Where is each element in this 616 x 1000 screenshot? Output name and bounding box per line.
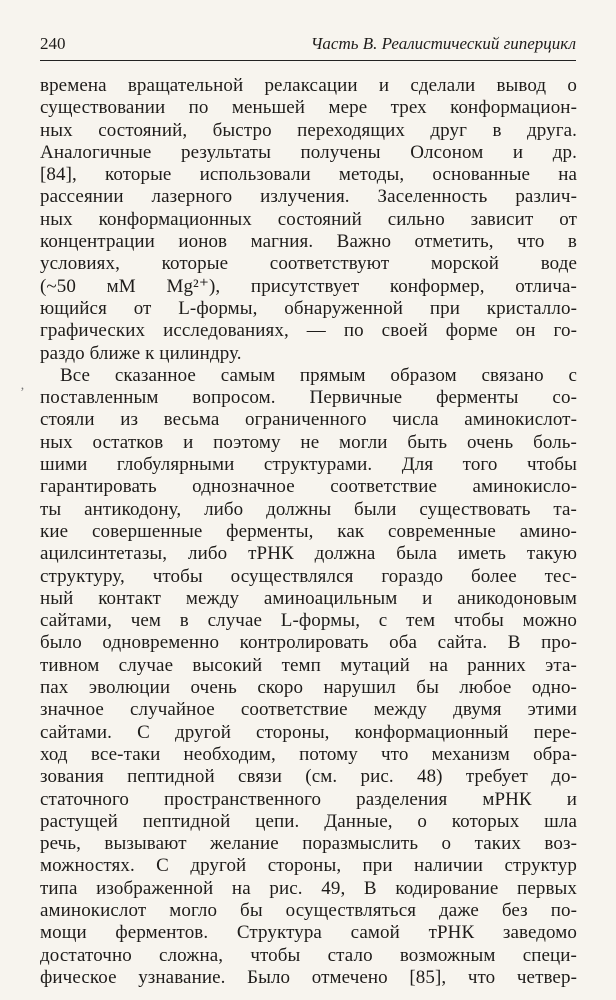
text-line: речь, вызывают желание поразмыслить о таких воз- xyxy=(40,833,577,855)
text-line: фическое узнавание. Было отмечено [85], что четвер- xyxy=(40,966,577,988)
text-line: поставленным вопросом. Первичные ферменты со- xyxy=(40,387,577,409)
text-line: ход все-таки необходим, потому что механизм обра- xyxy=(40,743,577,765)
text-line: стояли из весьма ограниченного числа аминокислот- xyxy=(40,409,577,431)
text-line: ный контакт между аминоацильным и аникодоновым xyxy=(40,587,577,609)
text-line: достаточно сложна, чтобы стало возможным специ- xyxy=(40,944,577,966)
text-line: (~50 мМ Mg²⁺), присутствует конформер, отлича- xyxy=(40,275,577,297)
text-line: аминокислот могло бы осуществляться даже без по- xyxy=(40,899,577,921)
text-line: сайтами. С другой стороны, конформационный пере- xyxy=(40,721,577,743)
text-line: раздо ближе к цилиндру. xyxy=(40,342,242,364)
text-line: статочного пространственного разделения мРНК и xyxy=(40,788,577,810)
text-line: [84], которые использовали методы, основанные на xyxy=(40,164,577,186)
text-line: ты антикодону, либо должны были существовать та- xyxy=(40,498,577,520)
text-line: ных остатков и поэтому не могли быть очень боль- xyxy=(40,431,577,453)
text-line: условиях, которые соответствуют морской воде xyxy=(40,253,577,275)
text-line: можностях. С другой стороны, при наличии структур xyxy=(40,855,577,877)
page-number: 240 xyxy=(40,34,66,53)
text-line: тивном случае высокий темп мутаций на ранних эта- xyxy=(40,654,577,676)
text-line: рассеянии лазерного излучения. Заселенность различ- xyxy=(40,186,577,208)
text-line: существовании по меньшей мере трех конформацион- xyxy=(40,97,577,119)
text-line: ацилсинтетазы, либо тРНК должна была иметь такую xyxy=(40,543,577,565)
header-rule xyxy=(40,60,576,61)
text-line: ных конформационных состояний сильно зависит от xyxy=(40,208,577,230)
text-line: было одновременно контролировать оба сайта. В про- xyxy=(40,632,577,654)
text-line: шими глобулярными структурами. Для того чтобы xyxy=(40,454,577,476)
text-line: растущей пептидной цепи. Данные, о которых шла xyxy=(40,810,577,832)
text-line: концентрации ионов магния. Важно отметить, что в xyxy=(40,231,577,253)
text-line: Все сказанное самым прямым образом связано с xyxy=(60,364,577,386)
text-line: ных состояний, быстро переходящих друг в друга. xyxy=(40,119,577,141)
text-line: значное случайное соответствие между двумя этими xyxy=(40,699,577,721)
text-line: времена вращательной релаксации и сделали вывод о xyxy=(40,75,577,96)
text-line: мощи ферментов. Структура самой тРНК заведомо xyxy=(40,922,577,944)
text-line: гарантировать однозначное соответствие аминокисло- xyxy=(40,476,577,498)
text-line: зования пептидной связи (см. рис. 48) требует до- xyxy=(40,766,577,788)
text-line: кие совершенные ферменты, как современные амино- xyxy=(40,520,577,542)
text-line: типа изображенной на рис. 49, В кодирование первых xyxy=(40,877,577,899)
text-line: ющийся от L-формы, обнаруженной при кристалло- xyxy=(40,297,577,319)
text-line: сайтами, чем в случае L-формы, с тем чтобы можно xyxy=(40,610,577,632)
text-line: пах эволюции очень скоро нарушил бы любое одно- xyxy=(40,677,577,699)
page-header xyxy=(40,34,576,54)
margin-mark: ‚ xyxy=(20,378,25,393)
text-line: графических исследованиях, — по своей форме он го- xyxy=(40,320,577,342)
body-text xyxy=(40,75,577,989)
running-title: Часть В. Реалистический гиперцикл xyxy=(310,34,576,53)
text-line: Аналогичные результаты получены Олсоном и др. xyxy=(40,141,577,163)
text-line: структуру, чтобы осуществлялся гораздо более тес- xyxy=(40,565,577,587)
